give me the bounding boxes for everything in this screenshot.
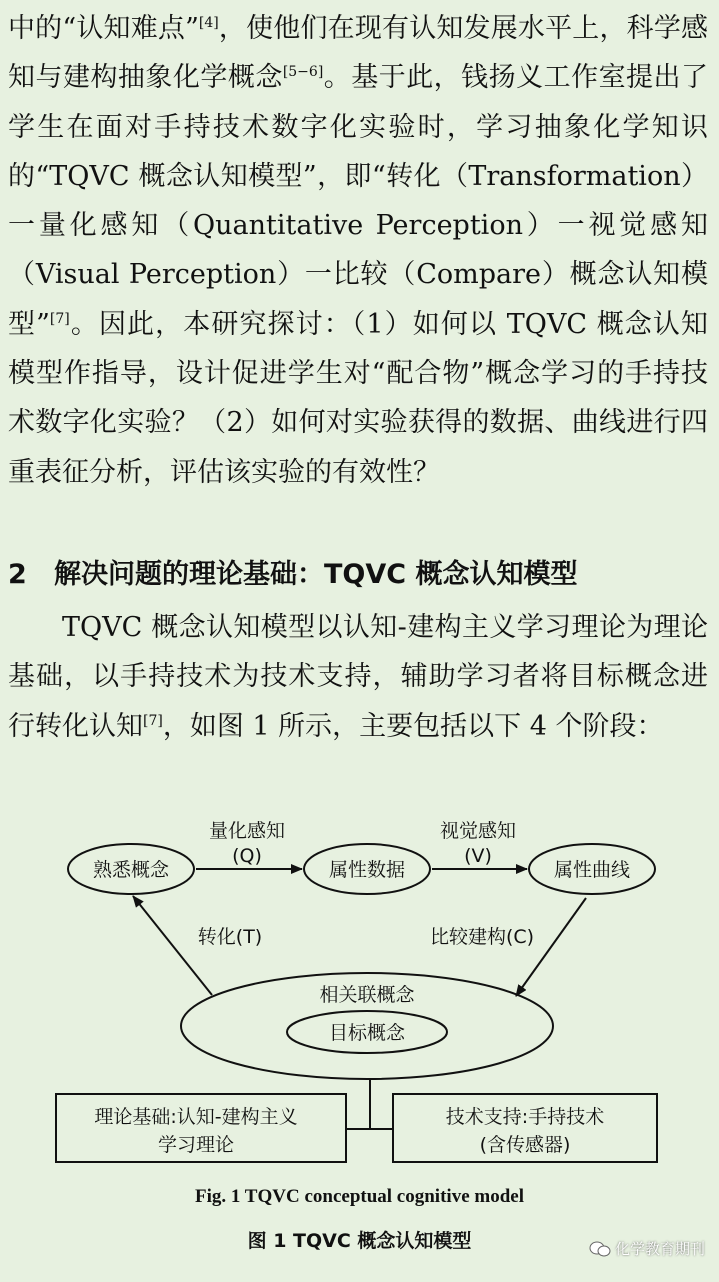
section-number: 2	[8, 559, 27, 590]
body-text-4: 。因此，本研究探讨：（1）如何以 TQVC 概念认知模型作指导，设计促进学生对“配合物”概念学习的手持技术数字化实验？（2）如何对实验获得的数据、曲线进行四重表征分析，评估该实验的有效性？	[8, 308, 708, 488]
watermark-text: 化学教育期刊	[614, 1240, 705, 1258]
citation-ref: [7]	[49, 310, 70, 327]
citation-ref: [4]	[198, 15, 219, 31]
target-concept-label: 目标概念	[328, 1022, 406, 1044]
related-concepts-label: 相关联概念	[319, 984, 415, 1006]
tech-box-line1: 技术支持:手持技术	[445, 1106, 605, 1128]
body-text-3: 。基于此，钱扬义工作室提出了学生在面对手持技术数字化实验时，学习抽象化学知识的“TQVC 概念认知模型”，即“转化（Transformation）一量化感知（Quantitative Perception）一视觉感知（Visual Perception）一比较（Compare）概念认知模型”	[8, 62, 709, 340]
node-attr-data-label: 属性数据	[328, 859, 406, 881]
wechat-icon	[589, 1241, 611, 1257]
section-text-2: ，如图 1 所示，主要包括以下 4 个阶段：	[162, 710, 664, 742]
edge-v-code: (V)	[464, 845, 492, 867]
section-title: 解决问题的理论基础：TQVC 概念认知模型	[54, 559, 578, 590]
figure-caption-en: Fig. 1 TQVC conceptual cognitive model	[195, 1186, 524, 1207]
theory-box-line1: 理论基础:认知-建构主义	[94, 1106, 298, 1128]
node-attr-curve-label: 属性曲线	[553, 859, 631, 881]
watermark	[589, 1238, 705, 1259]
citation-ref: [5−6]	[282, 64, 324, 81]
section-heading	[8, 552, 714, 591]
section-paragraph	[8, 603, 708, 751]
edge-v-label: 视觉感知	[439, 820, 517, 842]
body-text-1: 中的“认知难点”	[8, 13, 199, 44]
tqvc-model-diagram	[0, 805, 719, 1180]
body-paragraph	[8, 4, 708, 497]
theory-box-line2: 学习理论	[157, 1134, 235, 1156]
section-text-1: TQVC 概念认知模型以认知-建构主义学习理论为理论基础，以手持技术为技术支持，辅助学习者将目标概念进行转化认知	[8, 612, 708, 742]
edge-q-label: 量化感知	[208, 820, 286, 842]
edge-c-label: 比较建构(C)	[429, 926, 535, 948]
edge-t-label: 转化(T)	[197, 926, 263, 948]
node-familiar-label: 熟悉概念	[92, 859, 170, 881]
figure-caption-zh: 图 1 TQVC 概念认知模型	[247, 1230, 472, 1252]
body-text-2: ，使他们在现有认知发展水平上，科学感知与建构抽象化学概念	[8, 13, 709, 94]
citation-ref: [7]	[143, 712, 163, 729]
tech-box-line2: (含传感器)	[479, 1134, 571, 1156]
edge-q-code: (Q)	[232, 845, 262, 867]
